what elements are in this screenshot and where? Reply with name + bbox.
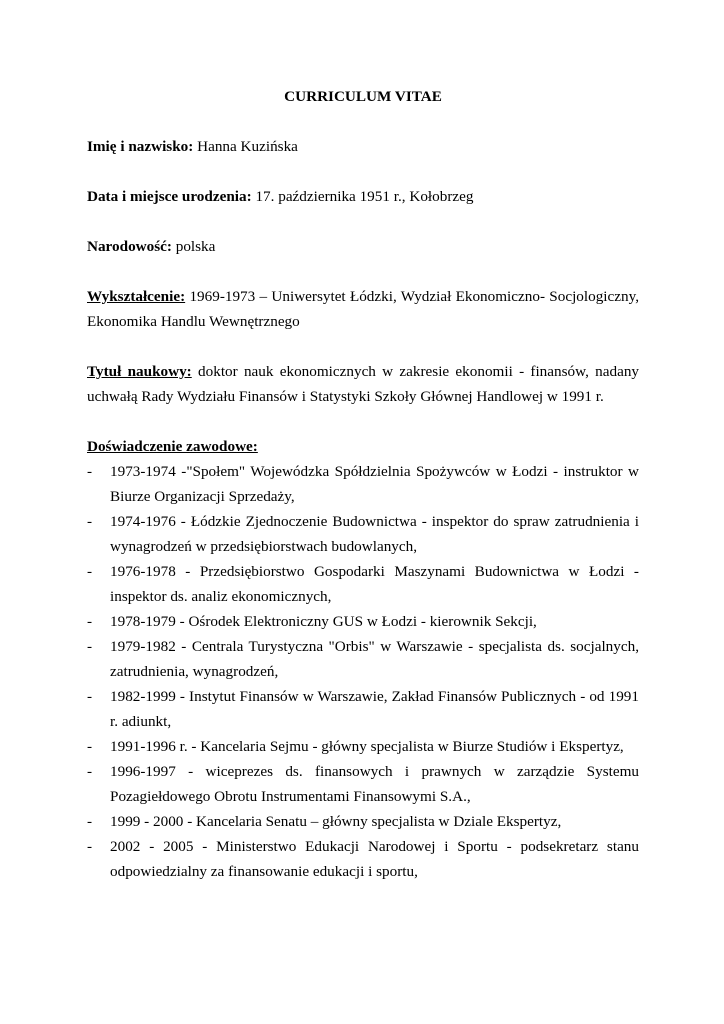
list-item [87,809,639,834]
bullet-dash: - [87,838,93,855]
education-label: Wykształcenie: [87,288,186,305]
list-item [87,459,639,509]
list-item [87,609,639,634]
bullet-dash: - [87,613,93,630]
bullet-dash: - [87,813,93,830]
list-item [87,684,639,734]
list-item-text: 1979-1982 - Centrala Turystyczna "Orbis" w Warszawie - specjalista ds. socjalnych, zatrudnienia, wynagrodzeń, [110,638,639,680]
bullet-dash: - [87,463,93,480]
list-item-text: 1974-1976 - Łódzkie Zjednoczenie Budownictwa - inspektor do spraw zatrudnienia i wynagrodzeń w przedsiębiorstwach budowlanych, [110,513,639,555]
bullet-dash: - [87,563,93,580]
list-item [87,834,639,884]
nationality-field [87,234,639,259]
bullet-dash: - [87,688,93,705]
degree-label: Tytuł naukowy: [87,363,192,380]
list-item [87,559,639,609]
education-field [87,284,639,334]
bullet-dash: - [87,513,93,530]
list-item-text: 1999 - 2000 - Kancelaria Senatu – główny specjalista w Dziale Ekspertyz, [110,813,562,830]
list-item [87,634,639,684]
cv-page [87,84,639,884]
list-item-text: 1991-1996 r. - Kancelaria Sejmu - główny specjalista w Biurze Studiów i Ekspertyz, [110,738,624,755]
degree-field [87,359,639,409]
list-item [87,509,639,559]
list-item-text: 1976-1978 - Przedsiębiorstwo Gospodarki Maszynami Budownictwa w Łodzi - inspektor ds. analiz ekonomicznych, [110,563,639,605]
name-field [87,134,639,159]
list-item [87,759,639,809]
birth-value: 17. października 1951 r., Kołobrzeg [255,188,474,205]
name-value: Hanna Kuzińska [197,138,298,155]
list-item-text: 1973-1974 -"Społem" Wojewódzka Spółdzielnia Spożywców w Łodzi - instruktor w Biurze Organizacji Sprzedaży, [110,463,639,505]
nationality-label: Narodowość: [87,238,172,255]
birth-field [87,184,639,209]
experience-heading: Doświadczenie zawodowe: [87,438,258,455]
bullet-dash: - [87,638,93,655]
bullet-dash: - [87,763,93,780]
birth-label: Data i miejsce urodzenia: [87,188,252,205]
education-value: 1969-1973 – Uniwersytet Łódzki, Wydział Ekonomiczno- Socjologiczny, Ekonomika Handlu Wewnętrznego [87,288,639,330]
page-title: CURRICULUM VITAE [284,88,442,105]
list-item-text: 1978-1979 - Ośrodek Elektroniczny GUS w Łodzi - kierownik Sekcji, [110,613,537,630]
list-item-text: 1982-1999 - Instytut Finansów w Warszawie, Zakład Finansów Publicznych - od 1991 r. adiunkt, [110,688,639,730]
experience-list [87,459,639,884]
list-item-text: 2002 - 2005 - Ministerstwo Edukacji Narodowej i Sportu - podsekretarz stanu odpowiedzialny za finansowanie edukacji i sportu, [110,838,639,880]
list-item-text: 1996-1997 - wiceprezes ds. finansowych i prawnych w zarządzie Systemu Pozagiełdowego Obrotu Instrumentami Finansowymi S.A., [110,763,639,805]
name-label: Imię i nazwisko: [87,138,194,155]
bullet-dash: - [87,738,93,755]
nationality-value: polska [175,238,216,255]
list-item [87,734,639,759]
degree-value: doktor nauk ekonomicznych w zakresie ekonomii - finansów, nadany uchwałą Rady Wydziału Finansów i Statystyki Szkoły Głównej Handlowej w 1991 r. [87,363,640,405]
